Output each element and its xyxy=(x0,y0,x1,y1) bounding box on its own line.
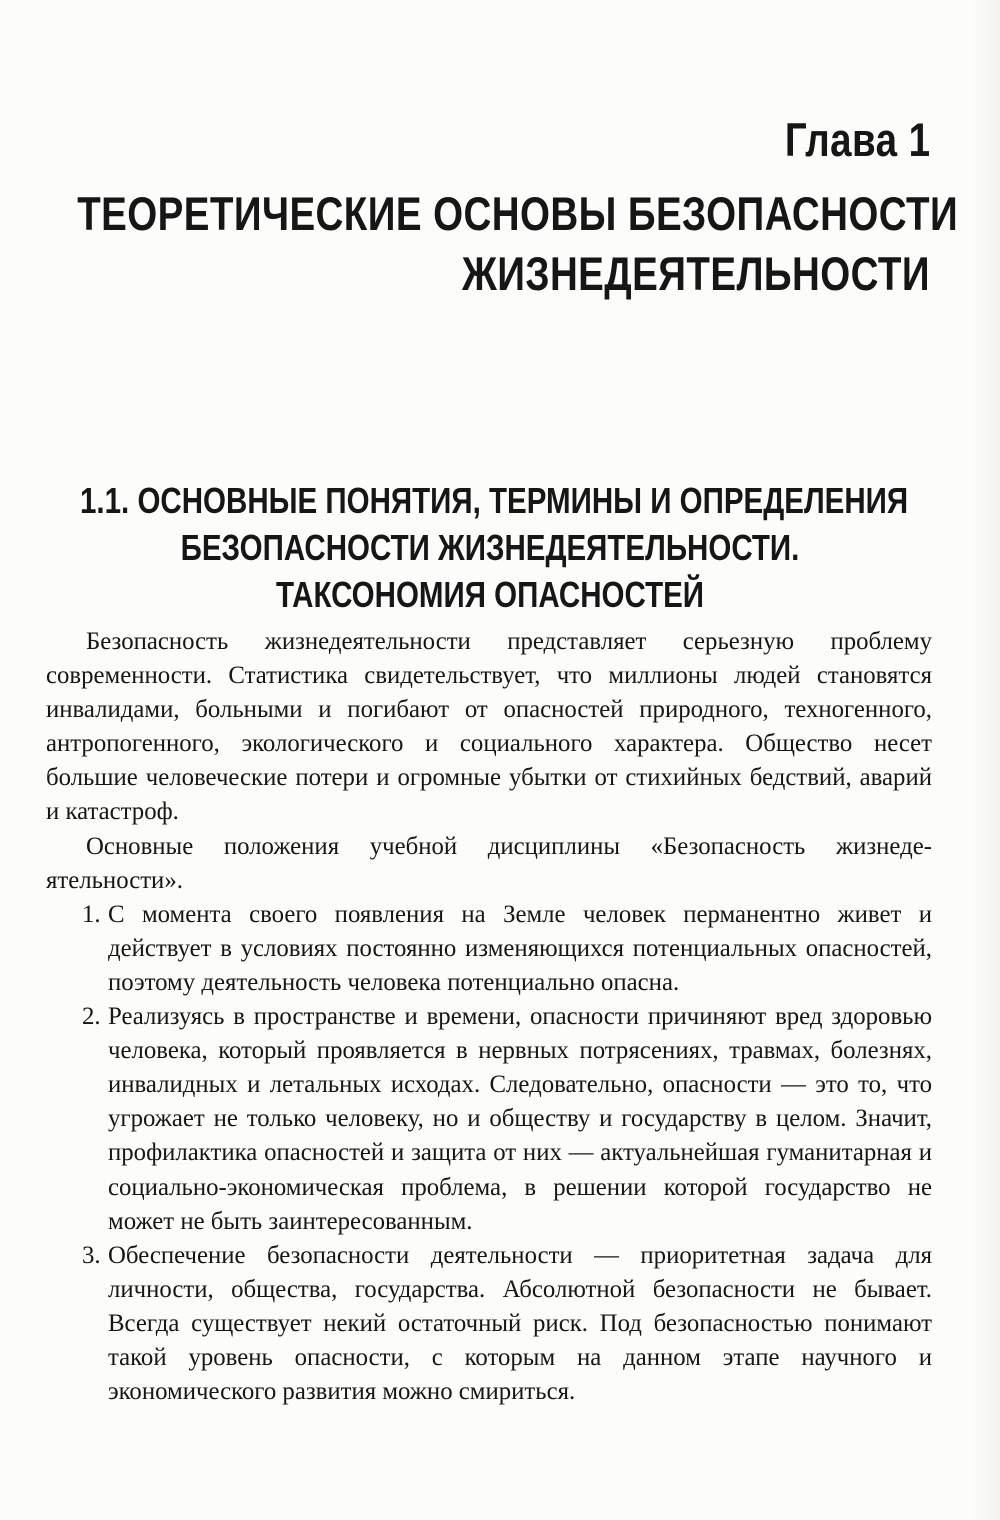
page-edge-shadow xyxy=(970,0,1000,1520)
list-item-number: 2. xyxy=(82,1003,101,1031)
section-title-line: ТАКСОНОМИЯ ОПАСНОСТЕЙ xyxy=(275,574,705,615)
section-title-line: 1.1. ОСНОВНЫЕ ПОНЯТИЯ, ТЕРМИНЫ И ОПРЕДЕЛЕНИЯ xyxy=(80,480,909,521)
chapter-title-line: ЖИЗНЕДЕЯТЕЛЬНОСТИ xyxy=(462,247,930,300)
list-item xyxy=(46,898,932,1000)
list-item xyxy=(46,1239,932,1409)
provisions-paragraph: Основные положения учебной дисциплины «Безопасность жизнедеятельности». xyxy=(46,832,932,894)
body-text xyxy=(46,625,932,1409)
intro-paragraph: Безопасность жизнедеятельности представляет серьезную проблему современности. Статистика свидетельствует, что миллионы людей становятся инвалидами, больными и погибают от опасностей природного, техногенного, антропогенного, экологического и социального характера. Общество несет большие человеческие потери и огромные убытки от стихийных бедствий, аварий и катастроф. xyxy=(46,628,932,826)
provisions-list xyxy=(46,898,932,1409)
list-item-text: Обеспечение безопасности деятельности — приоритетная задача для личности, общества, государства. Абсолютной безопасности не бывает. Всегда существует некий остаточный риск. Под безопасностью понимают такой уровень опасности, с которым на данном этапе научного и экономического развития можно смириться. xyxy=(108,1241,932,1406)
list-item-text: Реализуясь в пространстве и времени, опасности причиняют вред здоровью человека, который проявляется в нервных потрясениях, травмах, болезнях, инвалидных и летальных исходах. Следовательно, опасности — это то, что угрожает не только человеку, но и обществу и государству в целом. Значит, профилактика опасностей и защита от них — актуальнейшая гуманитарная и социально-экономическая проблема, в решении которой государство не может не быть заинтересованным. xyxy=(108,1003,932,1235)
list-item-number: 3. xyxy=(82,1241,101,1269)
chapter-label: Глава 1 xyxy=(784,113,930,166)
chapter-title xyxy=(77,184,959,304)
section-title xyxy=(80,477,909,618)
section-title-line: БЕЗОПАСНОСТИ ЖИЗНЕДЕЯТЕЛЬНОСТИ. xyxy=(180,527,800,568)
list-item-text: С момента своего появления на Земле человек перманентно живет и действует в условиях постоянно изменяющихся потенциальных опасностей, поэтому деятельность человека потенциально опасна. xyxy=(108,900,932,996)
list-item xyxy=(46,1000,932,1239)
chapter-title-line: ТЕОРЕТИЧЕСКИЕ ОСНОВЫ БЕЗОПАСНОСТИ xyxy=(77,187,959,240)
list-item-number: 1. xyxy=(82,900,101,928)
